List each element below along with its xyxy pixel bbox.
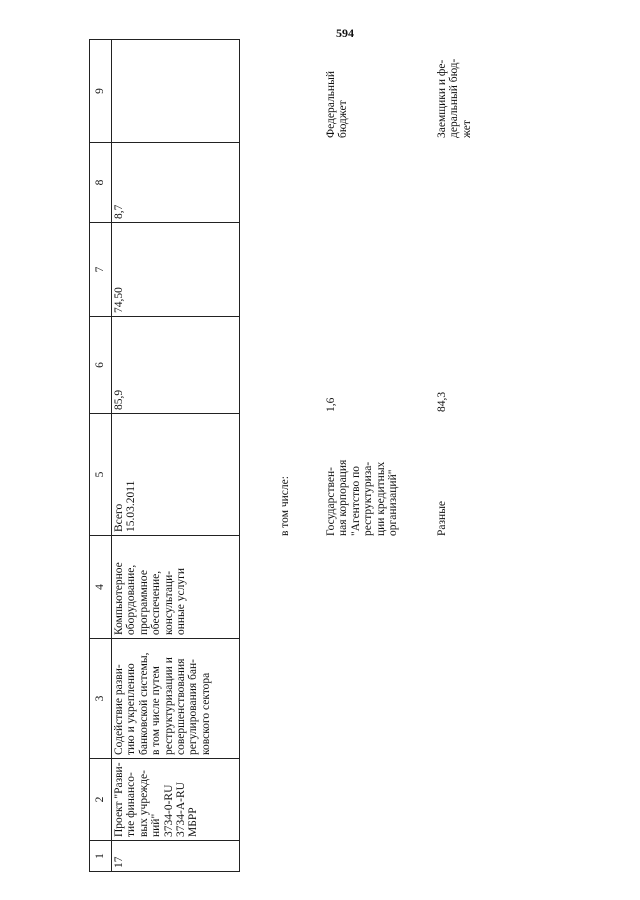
purpose-line: совершенствования xyxy=(175,658,188,755)
sub-source-line: бюджет xyxy=(337,100,350,138)
purpose-line: тию и укреплению xyxy=(125,663,138,755)
col-header-4: 4 xyxy=(90,536,112,639)
col-header-3: 3 xyxy=(90,639,112,759)
page-number: 594 xyxy=(336,26,354,40)
project-cell xyxy=(112,759,240,841)
col8-cell xyxy=(112,143,240,223)
goods-cell xyxy=(112,536,240,639)
total-cell xyxy=(112,414,240,536)
col7-value: 74,50 xyxy=(113,287,125,313)
goods-line: оборудование, xyxy=(125,564,138,635)
purpose-line: реструктуризации и xyxy=(162,657,175,755)
col-header-1: 1 xyxy=(90,841,112,872)
total-label: Всего xyxy=(113,503,125,532)
purpose-line: в том числе путем xyxy=(150,666,163,755)
sub-source-various xyxy=(436,59,473,138)
col9-cell xyxy=(112,40,240,143)
sub-amount-agency: 1,6 xyxy=(325,397,337,412)
financing-table xyxy=(89,39,240,872)
sub-name-line: ная корпорация xyxy=(337,459,350,536)
sub-amount-various: 84,3 xyxy=(436,391,448,412)
project-line: 3734-А-RU xyxy=(175,782,188,837)
goods-line: консультаци- xyxy=(162,570,175,635)
purpose-line: Содействие разви- xyxy=(113,664,125,755)
goods-line: онные услуги xyxy=(175,568,188,635)
col7-cell xyxy=(112,223,240,317)
sub-name-agency xyxy=(325,460,399,536)
sub-source-agency xyxy=(325,71,350,138)
sub-source-line: жет xyxy=(460,120,473,138)
col6-cell xyxy=(112,317,240,414)
project-line: вых учрежде- xyxy=(137,770,150,837)
date-value: 15.03.2011 xyxy=(125,480,138,532)
col-header-7: 7 xyxy=(90,223,112,317)
project-line: тие финансо- xyxy=(125,772,138,837)
project-line: МБРР xyxy=(187,807,200,837)
sub-name-line: Государствен- xyxy=(325,467,337,536)
sub-name-line: ции кредитных xyxy=(374,461,387,536)
sub-source-line: Заемщики и фе- xyxy=(436,59,448,138)
sub-source-line: Федеральный xyxy=(325,71,337,138)
purpose-line: ковского сектора xyxy=(199,672,212,755)
purpose-line: банковской системы, xyxy=(137,652,150,755)
col-header-8: 8 xyxy=(90,143,112,223)
purpose-line: регулирования бан- xyxy=(187,658,200,755)
header-row xyxy=(90,40,112,872)
goods-line: обеспечение, xyxy=(150,570,163,635)
project-line: Проект "Разви- xyxy=(113,762,125,837)
including-label: в том числе: xyxy=(279,476,291,536)
goods-line: Компьютерное xyxy=(113,562,125,635)
row-number-cell xyxy=(112,841,240,872)
col6-value: 85,9 xyxy=(113,389,125,410)
row-number: 17 xyxy=(113,856,125,868)
project-line: ний" xyxy=(150,813,163,837)
purpose-cell xyxy=(112,639,240,759)
col-header-6: 6 xyxy=(90,317,112,414)
project-line: 3734-0-RU xyxy=(162,784,175,837)
sub-source-line: деральный бюд- xyxy=(448,58,461,138)
sub-name-line: "Агентство по xyxy=(349,466,362,536)
goods-line: программное xyxy=(137,570,150,635)
sub-name-various xyxy=(436,501,448,536)
sub-name-line: Разные xyxy=(436,500,448,536)
sub-name-line: реструктуриза- xyxy=(362,461,375,536)
table-row xyxy=(112,40,240,872)
table-content xyxy=(89,40,527,872)
col-header-9: 9 xyxy=(90,40,112,143)
col-header-5: 5 xyxy=(90,414,112,536)
col-header-2: 2 xyxy=(90,759,112,841)
sub-name-line: организаций" xyxy=(387,469,400,536)
col8-value: 8,7 xyxy=(113,204,125,219)
